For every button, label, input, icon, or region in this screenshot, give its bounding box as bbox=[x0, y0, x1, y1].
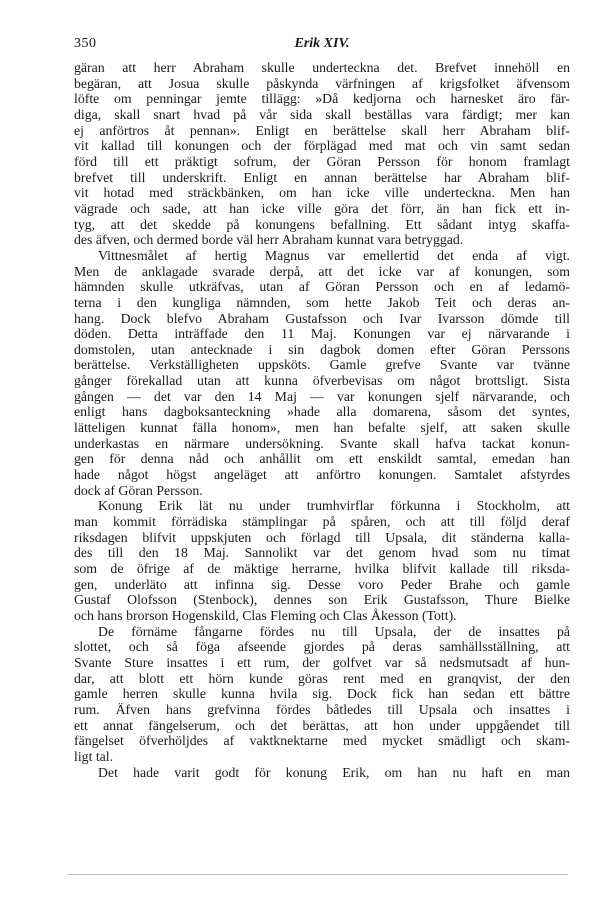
text-line: Svante Sture insattes i ett rum, der golfvet var så nedsmutsadt af hun- bbox=[74, 654, 570, 670]
text-line: Men de anklagade svarade derpå, att det icke var af konungen, som bbox=[74, 263, 570, 279]
text-line: gäran att herr Abraham skulle underteckna det. Brefvet innehöll en bbox=[74, 60, 570, 75]
text-line: ej anförtros åt pennan». Enligt en berättelse skall herr Abraham blif- bbox=[74, 122, 570, 138]
text-line: man kommit förrädiska stämplingar på spåren, och att till följd deraf bbox=[74, 514, 570, 530]
text-line: slottet, och så föga afseende gjordes på deras samhällsställning, att bbox=[74, 639, 570, 655]
text-line: riksdagen blifvit uppskjuten och förlagd till Upsala, dit ständerna kalla- bbox=[74, 529, 570, 545]
text-line: dock af Göran Persson. bbox=[74, 482, 203, 498]
text-line: De förnäme fångarne fördes nu till Upsala, der de insattes på bbox=[98, 623, 570, 639]
page-number: 350 bbox=[74, 36, 97, 51]
text-line: Konung Erik lät nu under trumhvirflar förkunna i Stockholm, att bbox=[98, 498, 570, 514]
page-header bbox=[74, 36, 570, 56]
bottom-edge-rule bbox=[68, 874, 568, 875]
text-line: Gustaf Olofsson (Stenbock), dennes son Erik Gustafsson, Thure Bielke bbox=[74, 592, 570, 608]
text-line: tyg, att det skedde på konungens befallning. Ett sådant intyg skaffa- bbox=[74, 216, 570, 232]
text-line: Vittnesmålet af hertig Magnus var emellertid det enda af vigt. bbox=[98, 247, 570, 263]
text-line: domstolen, utan antecknade i sin dagbok domen efter Göran Perssons bbox=[74, 341, 570, 357]
text-line: som de öfrige af de mäktige herrarne, hvilka blifvit kallade till riksda- bbox=[74, 561, 570, 576]
text-line: löfte om penningar jemte tillägg: »Då kedjorna och harnesket äro fär- bbox=[74, 91, 570, 107]
text-line: brefvet till underskrift. Enligt en annan berättelse har Abraham blif- bbox=[74, 169, 570, 185]
text-line: förd till ett präktigt sofrum, der Göran Persson för honom framlagt bbox=[74, 153, 570, 169]
text-line: terna i den kungliga nämnden, som hette Jakob Teit och deras an- bbox=[74, 294, 570, 310]
text-line: döden. Detta inträffade den 11 Maj. Konungen var ej närvarande i bbox=[74, 326, 570, 342]
text-line: hang. Dock blefvo Abraham Gustafsson och Ivar Ivarsson dömde till bbox=[74, 310, 570, 326]
text-line: vägrade och sade, att han icke ville göra det förr, än han fick ett in- bbox=[74, 200, 570, 216]
text-line: hade något högst angeläget att anförtro konungen. Samtalet afstyrdes bbox=[74, 467, 570, 483]
text-line: gamle herren skulle kunna hvila sig. Dock fick han sedan ett bättre bbox=[74, 686, 570, 702]
text-line: vit kallad till konungen och der förplägad med mat och vin samt sedan bbox=[74, 138, 570, 154]
text-line: gången — det var den 14 Maj — var konungen sjelf närvarande, och bbox=[74, 388, 570, 404]
text-line: diga, skall snart hvad på vår sida skall beställas vara färdigt; mer kan bbox=[74, 106, 570, 122]
text-line: des äfven, och dermed borde väl herr Abraham kunnat vara betryggad. bbox=[74, 232, 464, 248]
text-line: lätteligen kunnat fälla honom», men han befalte sjelf, att saken skulle bbox=[74, 420, 570, 436]
text-line: begäran, att Josua skulle påskynda värfningen af krigsfolket äfvensom bbox=[74, 75, 570, 91]
text-line: underkastas en närmare undersökning. Svante skall hafva tackat konun- bbox=[74, 435, 570, 451]
text-line: enligt hans dagboksanteckning »hade alla domarena, såsom det syntes, bbox=[74, 404, 570, 420]
text-line: ett annat fängelserum, och det berättas, att hon under uppgåendet till bbox=[74, 717, 570, 733]
text-line: berättelse. Verkställigheten uppsköts. Gamle grefve Svante var tvänne bbox=[74, 357, 570, 373]
text-line: hämnden skulle utkräfvas, utan af Göran Persson och en af ledamö- bbox=[74, 279, 570, 295]
text-line: gånger förekallad utan att kunna öfverbevisas om något brottsligt. Sista bbox=[74, 373, 570, 389]
text-line: gen, underläto att infinna sig. Desse voro Peder Brahe och gamle bbox=[74, 576, 570, 592]
text-line: Det hade varit godt för konung Erik, om han nu haft en man bbox=[98, 764, 570, 780]
text-line: gen för denna nåd och anhållit om ett enskildt samtal, emedan han bbox=[74, 451, 570, 467]
text-line: fängelset öfverhöljdes af vaktknektarne med mycket smädligt och skam- bbox=[74, 733, 570, 749]
text-line: dar, att blott ett hörn kunde göras rent med en granqvist, der den bbox=[74, 670, 570, 686]
text-line: rum. Äfven hans grefvinna fördes båtledes till Upsala och insattes i bbox=[74, 701, 570, 717]
text-line: och hans brorson Hogenskild, Clas Fleming och Clas Åkesson (Tott). bbox=[74, 607, 457, 623]
body-text bbox=[74, 60, 570, 780]
running-head: Erik XIV. bbox=[294, 36, 350, 51]
text-line: des till den 18 Maj. Sannolikt var det genom hvad som nu timat bbox=[74, 545, 570, 561]
text-line: ligt tal. bbox=[74, 748, 114, 764]
text-line: vit hotad med sträckbänken, om han icke ville underteckna. Men han bbox=[74, 185, 570, 201]
